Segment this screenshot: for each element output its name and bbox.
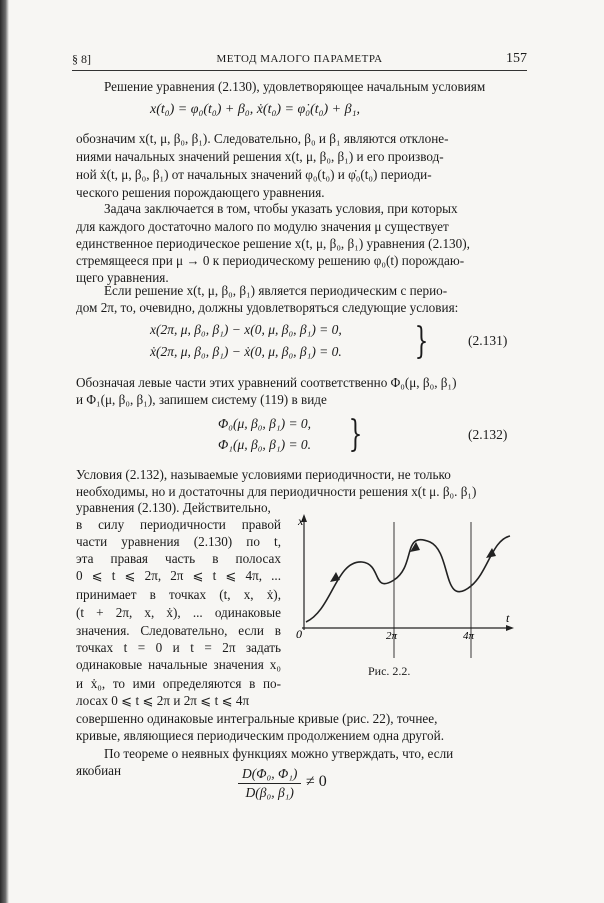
header-rule xyxy=(72,70,527,71)
text-line: Если решение x(t, μ, β₀, β₁) является периодическим с перио- xyxy=(104,283,448,298)
jacobian-denominator: D(β₀, β₁) xyxy=(245,785,294,800)
brace-2-131: } xyxy=(414,321,429,362)
text-line: эта правая часть в полосах xyxy=(76,551,281,566)
text-line: 0 ⩽ t ⩽ 2π, 2π ⩽ t ⩽ 4π, ... xyxy=(76,568,281,583)
equation-2-132-b: Φ₁(μ, β₀, β₁) = 0. xyxy=(218,437,312,452)
text-line: значения. Следовательно, если в xyxy=(76,623,281,638)
equation-label-2-132: (2.132) xyxy=(468,427,508,442)
equation-label-2-131: (2.131) xyxy=(468,333,508,348)
text-line: ной ẋ(t, μ, β₀, β₁) от начальных значений φ₀(t₀) и φ̇₀(t₀) периоди- xyxy=(76,167,432,182)
equation-2-131-b: ẋ(2π, μ, β₀, β₁) − ẋ(0, μ, β₀, β₁) = 0. xyxy=(150,344,342,359)
text-line: единственное периодическое решение x(t, μ, β₀, β₁) уравнения (2.130), xyxy=(76,236,470,251)
text-line: части уравнения (2.130) по t, xyxy=(76,534,281,549)
text-line: По теореме о неявных функциях можно утверждать, что, если xyxy=(104,746,454,761)
equation-initial-conditions: x(t₀) = φ₀(t₀) + β₀, ẋ(t₀) = φ̇₀(t₀) + β₁, xyxy=(150,102,360,117)
x-axis-label: t xyxy=(506,611,510,625)
text-line: стремящееся при μ → 0 к периодическому решению φ₀(t) порождаю- xyxy=(76,253,465,268)
equation-2-132-a: Φ₀(μ, β₀, β₁) = 0, xyxy=(218,416,312,431)
equation-2-131-a: x(2π, μ, β₀, β₁) − x(0, μ, β₀, β₁) = 0, xyxy=(150,322,342,337)
text-line: и ẋ₀, то ими определяются в по- xyxy=(76,676,281,691)
text-line: Обозначая левые части этих уравнений соответственно Φ₀(μ, β₀, β₁) xyxy=(76,375,457,390)
text-line: одинаковые начальные значения x₀ xyxy=(76,657,281,672)
text-line: принимает в точках (t, x, ẋ), xyxy=(76,587,281,602)
text-line: ниями начальных значений решения x(t, μ, β₀, β₁) и его производ- xyxy=(76,149,444,164)
jacobian-fraction xyxy=(238,766,301,801)
text-line: совершенно одинаковые интегральные кривые (рис. 22), точнее, xyxy=(76,711,438,726)
text-line: якобиан xyxy=(76,763,122,778)
text-line: Задача заключается в том, чтобы указать условия, при которых xyxy=(104,201,458,216)
tick-label-2pi: 2π xyxy=(386,630,398,642)
text-line: (t + 2π, x, ẋ), ... одинаковые xyxy=(76,605,281,620)
page-number: 157 xyxy=(506,51,527,66)
text-line: щего уравнения. xyxy=(76,270,169,285)
jacobian-numerator: D(Φ₀, Φ₁) xyxy=(238,766,301,784)
origin-label: 0 xyxy=(296,627,302,641)
y-axis-label: x xyxy=(298,514,304,528)
text-line: дом 2π, то, очевидно, должны удовлетворяться следующие условия: xyxy=(76,300,459,315)
text-line: и Φ₁(μ, β₀, β₁), запишем систему (119) в виде xyxy=(76,392,327,407)
book-spine-shadow xyxy=(0,0,9,903)
figure-caption: Рис. 2.2. xyxy=(368,664,411,678)
text-line: обозначим x(t, μ, β₀, β₁). Следовательно, β₀ и β₁ являются отклоне- xyxy=(76,131,449,146)
text-line: Условия (2.132), называемые условиями периодичности, не только xyxy=(76,467,451,482)
jacobian-not-equal-zero: ≠ 0 xyxy=(306,773,327,790)
brace-2-132: } xyxy=(348,414,363,455)
text-line: лосах 0 ⩽ t ⩽ 2π и 2π ⩽ t ⩽ 4π xyxy=(76,693,250,708)
text-line: кривые, являющиеся периодическим продолжением одна другой. xyxy=(76,728,444,743)
figure-2-2 xyxy=(292,510,516,660)
chapter-title: МЕТОД МАЛОГО ПАРАМЕТРА xyxy=(216,53,383,65)
text-line: ческого решения порождающего уравнения. xyxy=(76,185,325,200)
tick-label-4pi: 4π xyxy=(463,630,475,642)
section-number: § 8] xyxy=(72,52,91,66)
text-line: в силу периодичности правой xyxy=(76,517,281,532)
running-header xyxy=(72,52,527,68)
text-line: Решение уравнения (2.130), удовлетворяющее начальным условиям xyxy=(104,79,486,94)
text-line: уравнения (2.130). Действительно, xyxy=(76,500,271,515)
x-axis-arrow-icon xyxy=(506,625,514,631)
text-line: точках t = 0 и t = 2π задать xyxy=(76,640,281,655)
text-line: для каждого достаточно малого по модулю значения μ существует xyxy=(76,219,449,234)
text-line: необходимы, но и достаточны для периодичности решения x(t μ. β₀. β₁) xyxy=(76,484,477,499)
